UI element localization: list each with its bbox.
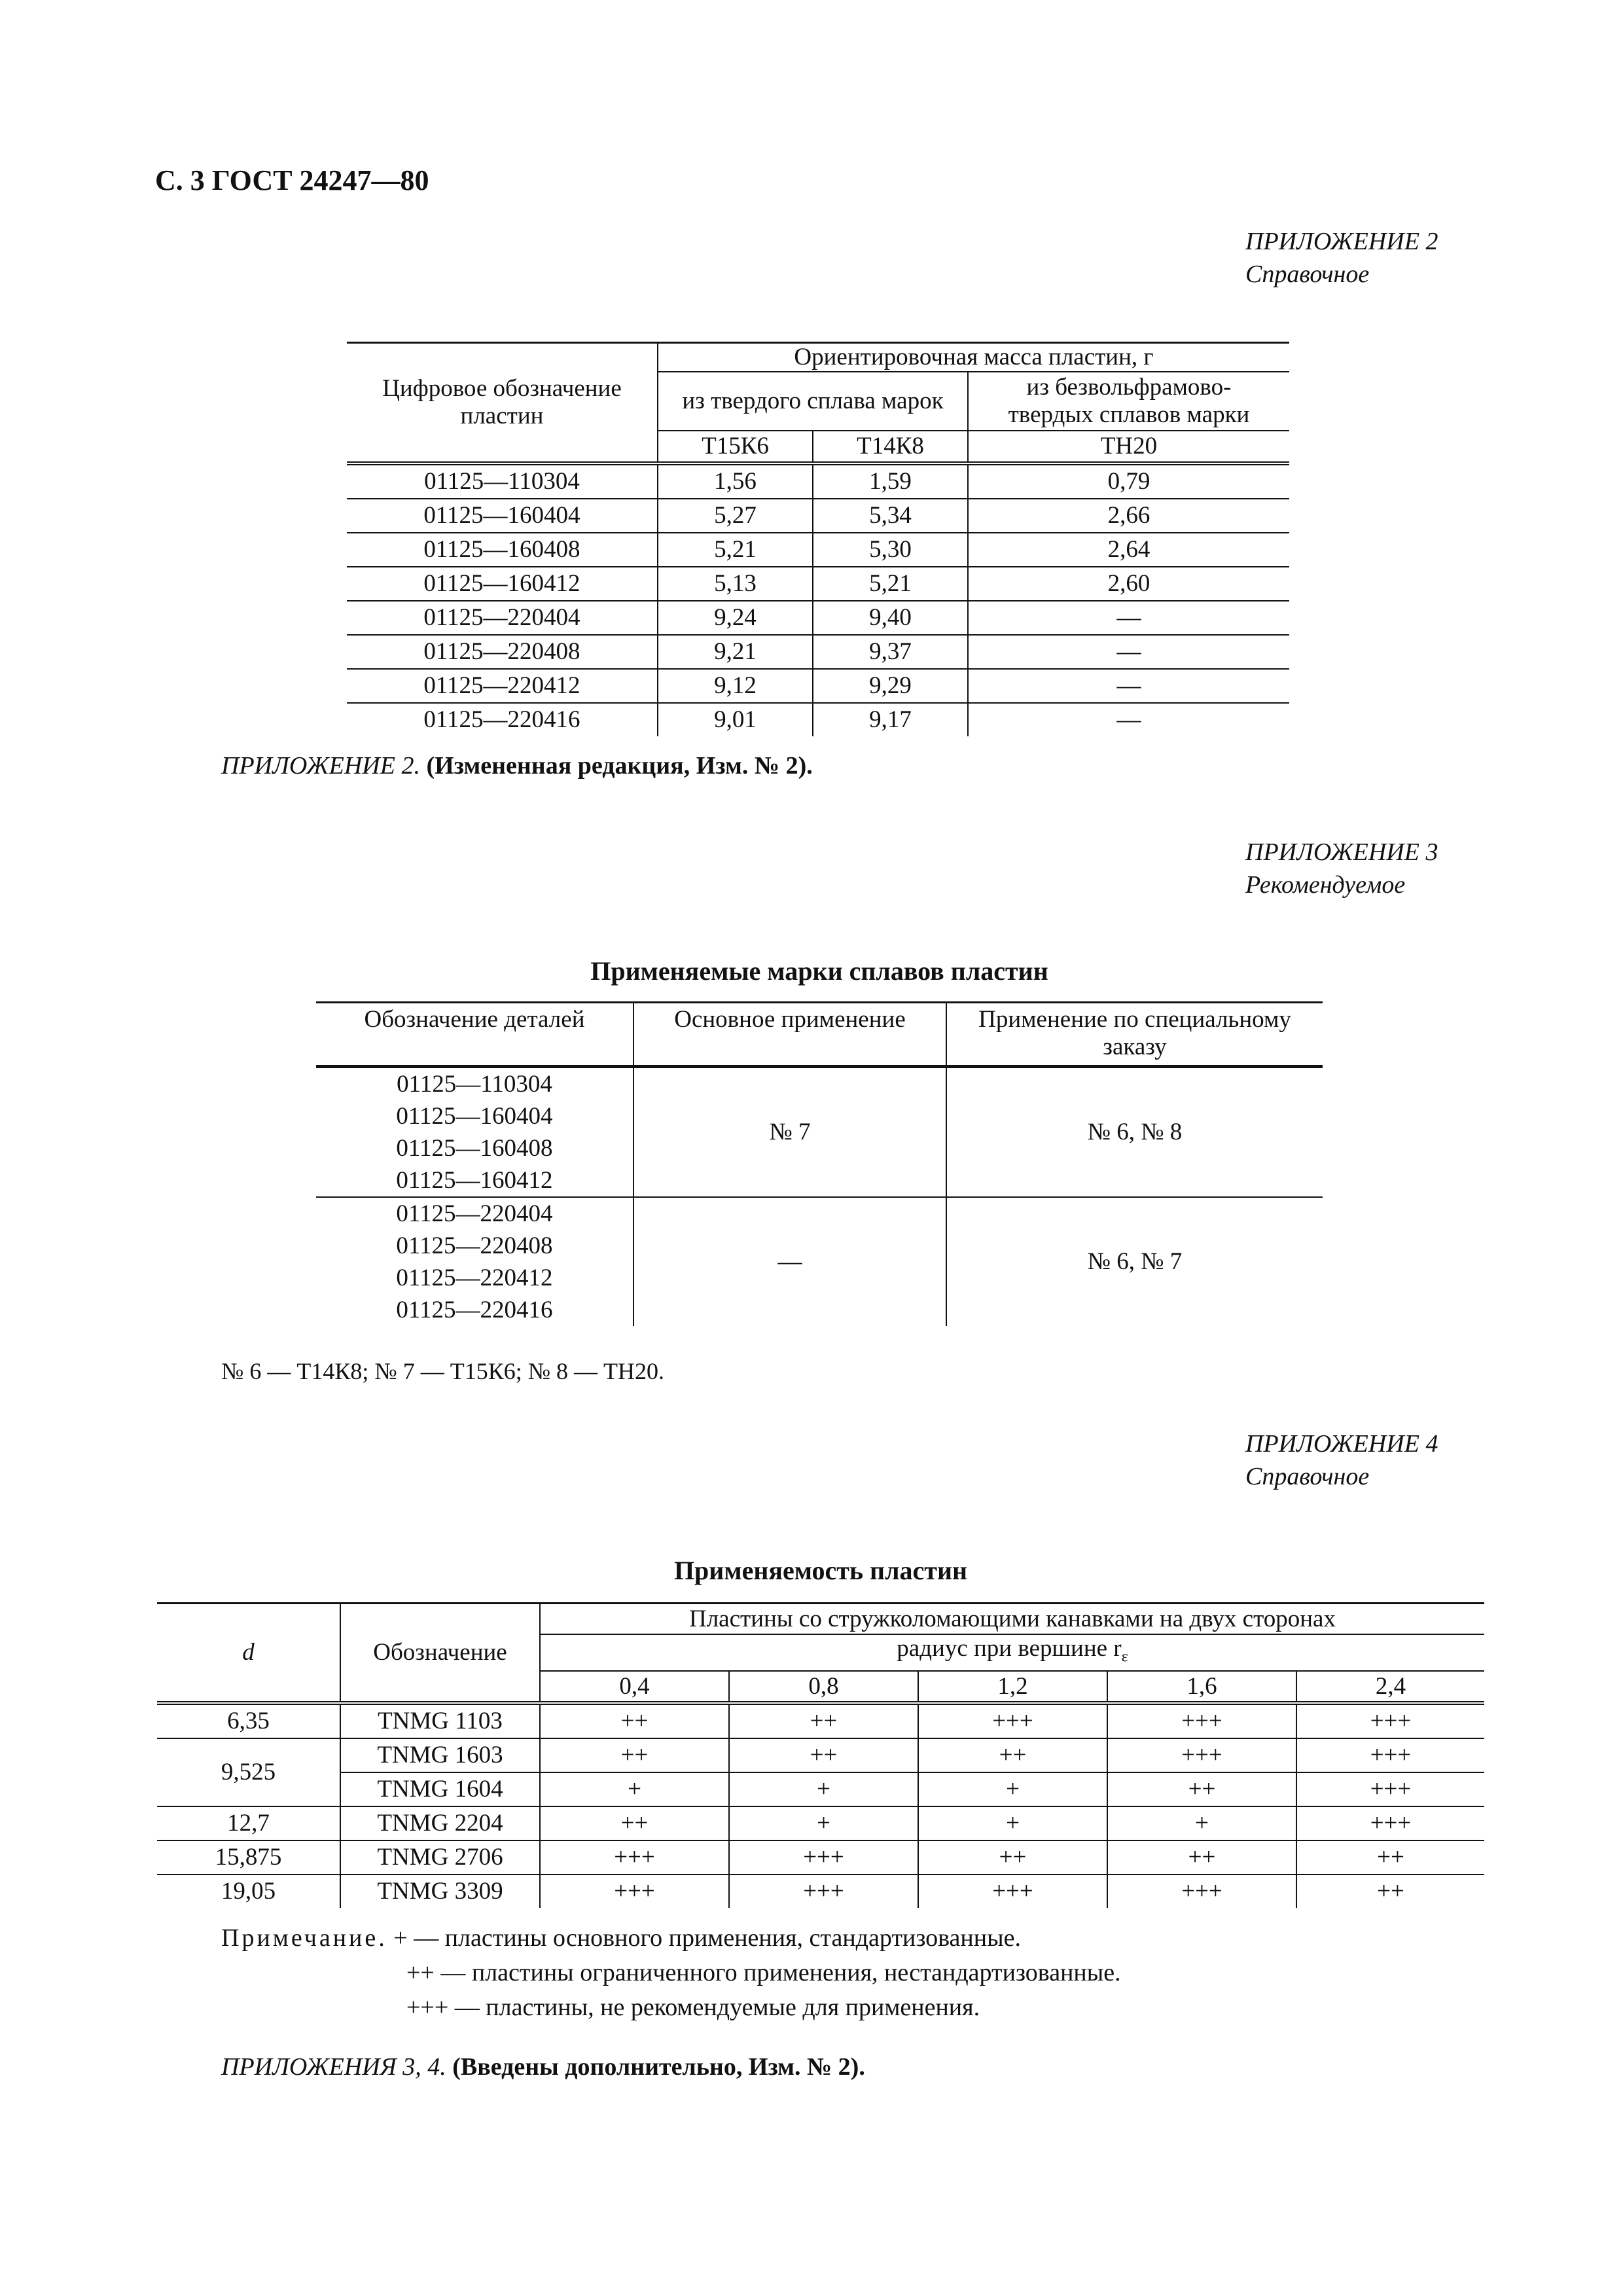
cell-designation: TNMG 1604 xyxy=(340,1772,540,1806)
cell-value: 1,59 xyxy=(813,463,968,499)
cell-rating: +++ xyxy=(1370,1810,1412,1837)
appendix4-caption: Применяемость пластин xyxy=(673,1556,968,1585)
cell-value: 5,13 xyxy=(658,567,813,601)
cell-special-order: № 6, № 8 xyxy=(1087,1119,1183,1145)
header-special-order: Применение по специальному заказу xyxy=(978,1006,1291,1060)
cell-value: 9,37 xyxy=(813,635,968,669)
cell-main-use: № 7 xyxy=(633,1067,946,1198)
appendix3-legend: № 6 — Т14К8; № 7 — Т15К6; № 8 — ТН20. xyxy=(221,1358,665,1384)
table-row xyxy=(347,669,1289,703)
cell-code: 01125—220412 xyxy=(347,669,658,703)
cell-rating: +++ xyxy=(1107,1738,1296,1772)
cell-d: 6,35 xyxy=(157,1703,340,1738)
cell-value: 9,01 xyxy=(658,703,813,736)
cell-code: 01125—110304 xyxy=(347,463,658,499)
appendix4-title: ПРИЛОЖЕНИЕ 4 xyxy=(1245,1430,1438,1458)
appendix4-note xyxy=(221,1921,1121,2025)
cell-value: 9,21 xyxy=(658,635,813,669)
part-code: 01125—160408 xyxy=(396,1135,553,1162)
part-code: 01125—220404 xyxy=(396,1200,553,1227)
page-header: С. 3 ГОСТ 24247—80 xyxy=(155,164,429,196)
cell-value: 5,21 xyxy=(658,533,813,567)
cell-rating: + xyxy=(1107,1806,1296,1840)
header-tungsten-free: из безвольфрамово-твердых сплавов марки xyxy=(968,372,1289,431)
cell-value: 9,12 xyxy=(658,669,813,703)
cell-rating: +++ xyxy=(1370,1742,1412,1769)
cell-rating: + xyxy=(729,1806,918,1840)
header-radius-label: радиус при вершине r xyxy=(897,1635,1122,1662)
cell-rating: ++ xyxy=(540,1806,729,1840)
cell-code: 01125—160412 xyxy=(347,567,658,601)
cell-rating: ++ xyxy=(1377,1878,1404,1905)
appendix2-note-italic: ПРИЛОЖЕНИЕ 2. xyxy=(221,752,420,780)
cell-rating: ++ xyxy=(1107,1840,1296,1874)
table-row xyxy=(347,499,1289,533)
part-code: 01125—220408 xyxy=(396,1232,553,1259)
appendix34-note-bold: (Введены дополнительно, Изм. № 2). xyxy=(452,2053,865,2081)
cell-rating: ++ xyxy=(918,1738,1107,1772)
cell-rating: ++ xyxy=(540,1738,729,1772)
cell-value: 9,40 xyxy=(813,601,968,635)
cell-value: 2,60 xyxy=(1107,570,1150,597)
appendix2-subtitle: Справочное xyxy=(1245,260,1370,288)
cell-rating: ++ xyxy=(729,1738,918,1772)
appendix4-subtitle: Справочное xyxy=(1245,1463,1370,1490)
part-code: 01125—160412 xyxy=(396,1167,553,1194)
cell-special-order: № 6, № 7 xyxy=(1087,1248,1183,1275)
appendix3-title: ПРИЛОЖЕНИЕ 3 xyxy=(1245,838,1438,866)
cell-designation: TNMG 1103 xyxy=(340,1703,540,1738)
cell-value: — xyxy=(1116,638,1141,665)
cell-d: 9,525 xyxy=(157,1738,340,1806)
cell-code: 01125—220416 xyxy=(347,703,658,736)
part-code: 01125—220412 xyxy=(396,1265,553,1291)
cell-value: 5,30 xyxy=(813,533,968,567)
cell-rating: +++ xyxy=(729,1874,918,1908)
header-code: Цифровое обозначение пластин xyxy=(347,343,658,464)
applicability-table xyxy=(157,1602,1484,1908)
appendix2-note-bold: (Измененная редакция, Изм. № 2). xyxy=(426,752,813,780)
cell-value: 2,64 xyxy=(1107,536,1150,563)
cell-value: 0,79 xyxy=(1107,468,1150,495)
cell-value: 9,29 xyxy=(813,669,968,703)
grade-t15k6: Т15К6 xyxy=(658,431,813,463)
cell-value: 2,66 xyxy=(1107,502,1150,529)
cell-rating: +++ xyxy=(1107,1874,1296,1908)
grade-t14k8: Т14К8 xyxy=(813,431,968,463)
header-designation: Обозначение xyxy=(340,1604,540,1704)
table-row xyxy=(316,1197,1323,1326)
cell-value: — xyxy=(1116,672,1141,699)
cell-value: 9,24 xyxy=(658,601,813,635)
cell-value: 5,27 xyxy=(658,499,813,533)
radius-value: 2,4 xyxy=(1375,1672,1406,1700)
grade-tn20: ТН20 xyxy=(1100,433,1158,459)
radius-value: 0,8 xyxy=(729,1671,918,1703)
appendix2-note xyxy=(221,751,813,780)
table-row xyxy=(157,1772,1484,1806)
cell-value: 9,17 xyxy=(813,703,968,736)
cell-rating: +++ xyxy=(1370,1708,1412,1735)
cell-d: 12,7 xyxy=(157,1806,340,1840)
cell-main-use: — xyxy=(633,1197,946,1326)
appendix4-heading xyxy=(1245,1427,1438,1493)
appendix3-caption: Применяемые марки сплавов пластин xyxy=(590,956,1048,986)
cell-rating: +++ xyxy=(729,1840,918,1874)
cell-codes xyxy=(316,1197,633,1326)
header-mass: Ориентировочная масса пластин, г xyxy=(658,343,1289,372)
cell-rating: + xyxy=(918,1806,1107,1840)
cell-rating: ++ xyxy=(729,1703,918,1738)
cell-value: 1,56 xyxy=(658,463,813,499)
cell-rating: +++ xyxy=(918,1874,1107,1908)
table-row xyxy=(157,1874,1484,1908)
appendix3-heading xyxy=(1245,836,1438,901)
appendix2-heading xyxy=(1245,225,1438,291)
mass-table xyxy=(347,342,1289,736)
cell-rating: +++ xyxy=(1107,1703,1296,1738)
cell-rating: ++ xyxy=(1107,1772,1296,1806)
cell-d: 19,05 xyxy=(157,1874,340,1908)
cell-d: 15,875 xyxy=(157,1840,340,1874)
table-row xyxy=(347,533,1289,567)
cell-value: — xyxy=(1116,604,1141,631)
cell-designation: TNMG 2706 xyxy=(340,1840,540,1874)
cell-designation: TNMG 1603 xyxy=(340,1738,540,1772)
table-row xyxy=(316,1067,1323,1198)
cell-designation: TNMG 2204 xyxy=(340,1806,540,1840)
note-label: Примечание. xyxy=(221,1924,387,1952)
header-hard-alloy: из твердого сплава марок xyxy=(658,372,968,431)
table-row xyxy=(347,635,1289,669)
cell-code: 01125—160404 xyxy=(347,499,658,533)
cell-rating: + xyxy=(918,1772,1107,1806)
cell-rating: + xyxy=(729,1772,918,1806)
cell-rating: +++ xyxy=(540,1840,729,1874)
cell-rating: ++ xyxy=(540,1703,729,1738)
appendix34-note xyxy=(221,2053,865,2081)
cell-value: 5,34 xyxy=(813,499,968,533)
radius-value: 1,2 xyxy=(918,1671,1107,1703)
cell-rating: ++ xyxy=(918,1840,1107,1874)
header-main-use: Основное применение xyxy=(633,1003,946,1067)
cell-value: 5,21 xyxy=(813,567,968,601)
header-d: d xyxy=(157,1604,340,1704)
appendix2-title: ПРИЛОЖЕНИЕ 2 xyxy=(1245,228,1438,255)
cell-code: 01125—220404 xyxy=(347,601,658,635)
cell-rating: + xyxy=(540,1772,729,1806)
note-line: ++ — пластины ограниченного применения, нестандартизованные. xyxy=(406,1959,1121,1986)
cell-rating: ++ xyxy=(1377,1844,1404,1871)
cell-designation: TNMG 3309 xyxy=(340,1874,540,1908)
table-row xyxy=(157,1840,1484,1874)
table-row xyxy=(347,567,1289,601)
header-radius-sub: ε xyxy=(1121,1648,1128,1666)
table-row xyxy=(347,601,1289,635)
header-plates: Пластины со стружколомающими канавками на двух сторонах xyxy=(540,1604,1484,1635)
part-code: 01125—110304 xyxy=(397,1071,552,1098)
note-line: + — пластины основного применения, стандартизованные. xyxy=(393,1924,1021,1952)
appendix34-note-italic: ПРИЛОЖЕНИЯ 3, 4. xyxy=(221,2053,446,2081)
note-line: +++ — пластины, не рекомендуемые для применения. xyxy=(406,1994,980,2021)
cell-rating: +++ xyxy=(918,1703,1107,1738)
cell-code: 01125—160408 xyxy=(347,533,658,567)
cell-rating: +++ xyxy=(540,1874,729,1908)
alloy-grades-table xyxy=(316,1001,1323,1326)
radius-value: 0,4 xyxy=(540,1671,729,1703)
cell-code: 01125—220408 xyxy=(347,635,658,669)
cell-rating: +++ xyxy=(1370,1776,1412,1803)
table-row xyxy=(347,463,1289,499)
radius-value: 1,6 xyxy=(1107,1671,1296,1703)
table-row xyxy=(157,1738,1484,1772)
cell-codes xyxy=(316,1067,633,1198)
header-radius xyxy=(540,1634,1484,1671)
part-code: 01125—220416 xyxy=(396,1297,553,1323)
table-row xyxy=(157,1806,1484,1840)
table-row xyxy=(157,1703,1484,1738)
cell-value: — xyxy=(1116,706,1141,733)
part-code: 01125—160404 xyxy=(396,1103,553,1130)
table-row xyxy=(347,703,1289,736)
appendix3-subtitle: Рекомендуемое xyxy=(1245,871,1406,899)
header-parts: Обозначение деталей xyxy=(316,1003,633,1067)
